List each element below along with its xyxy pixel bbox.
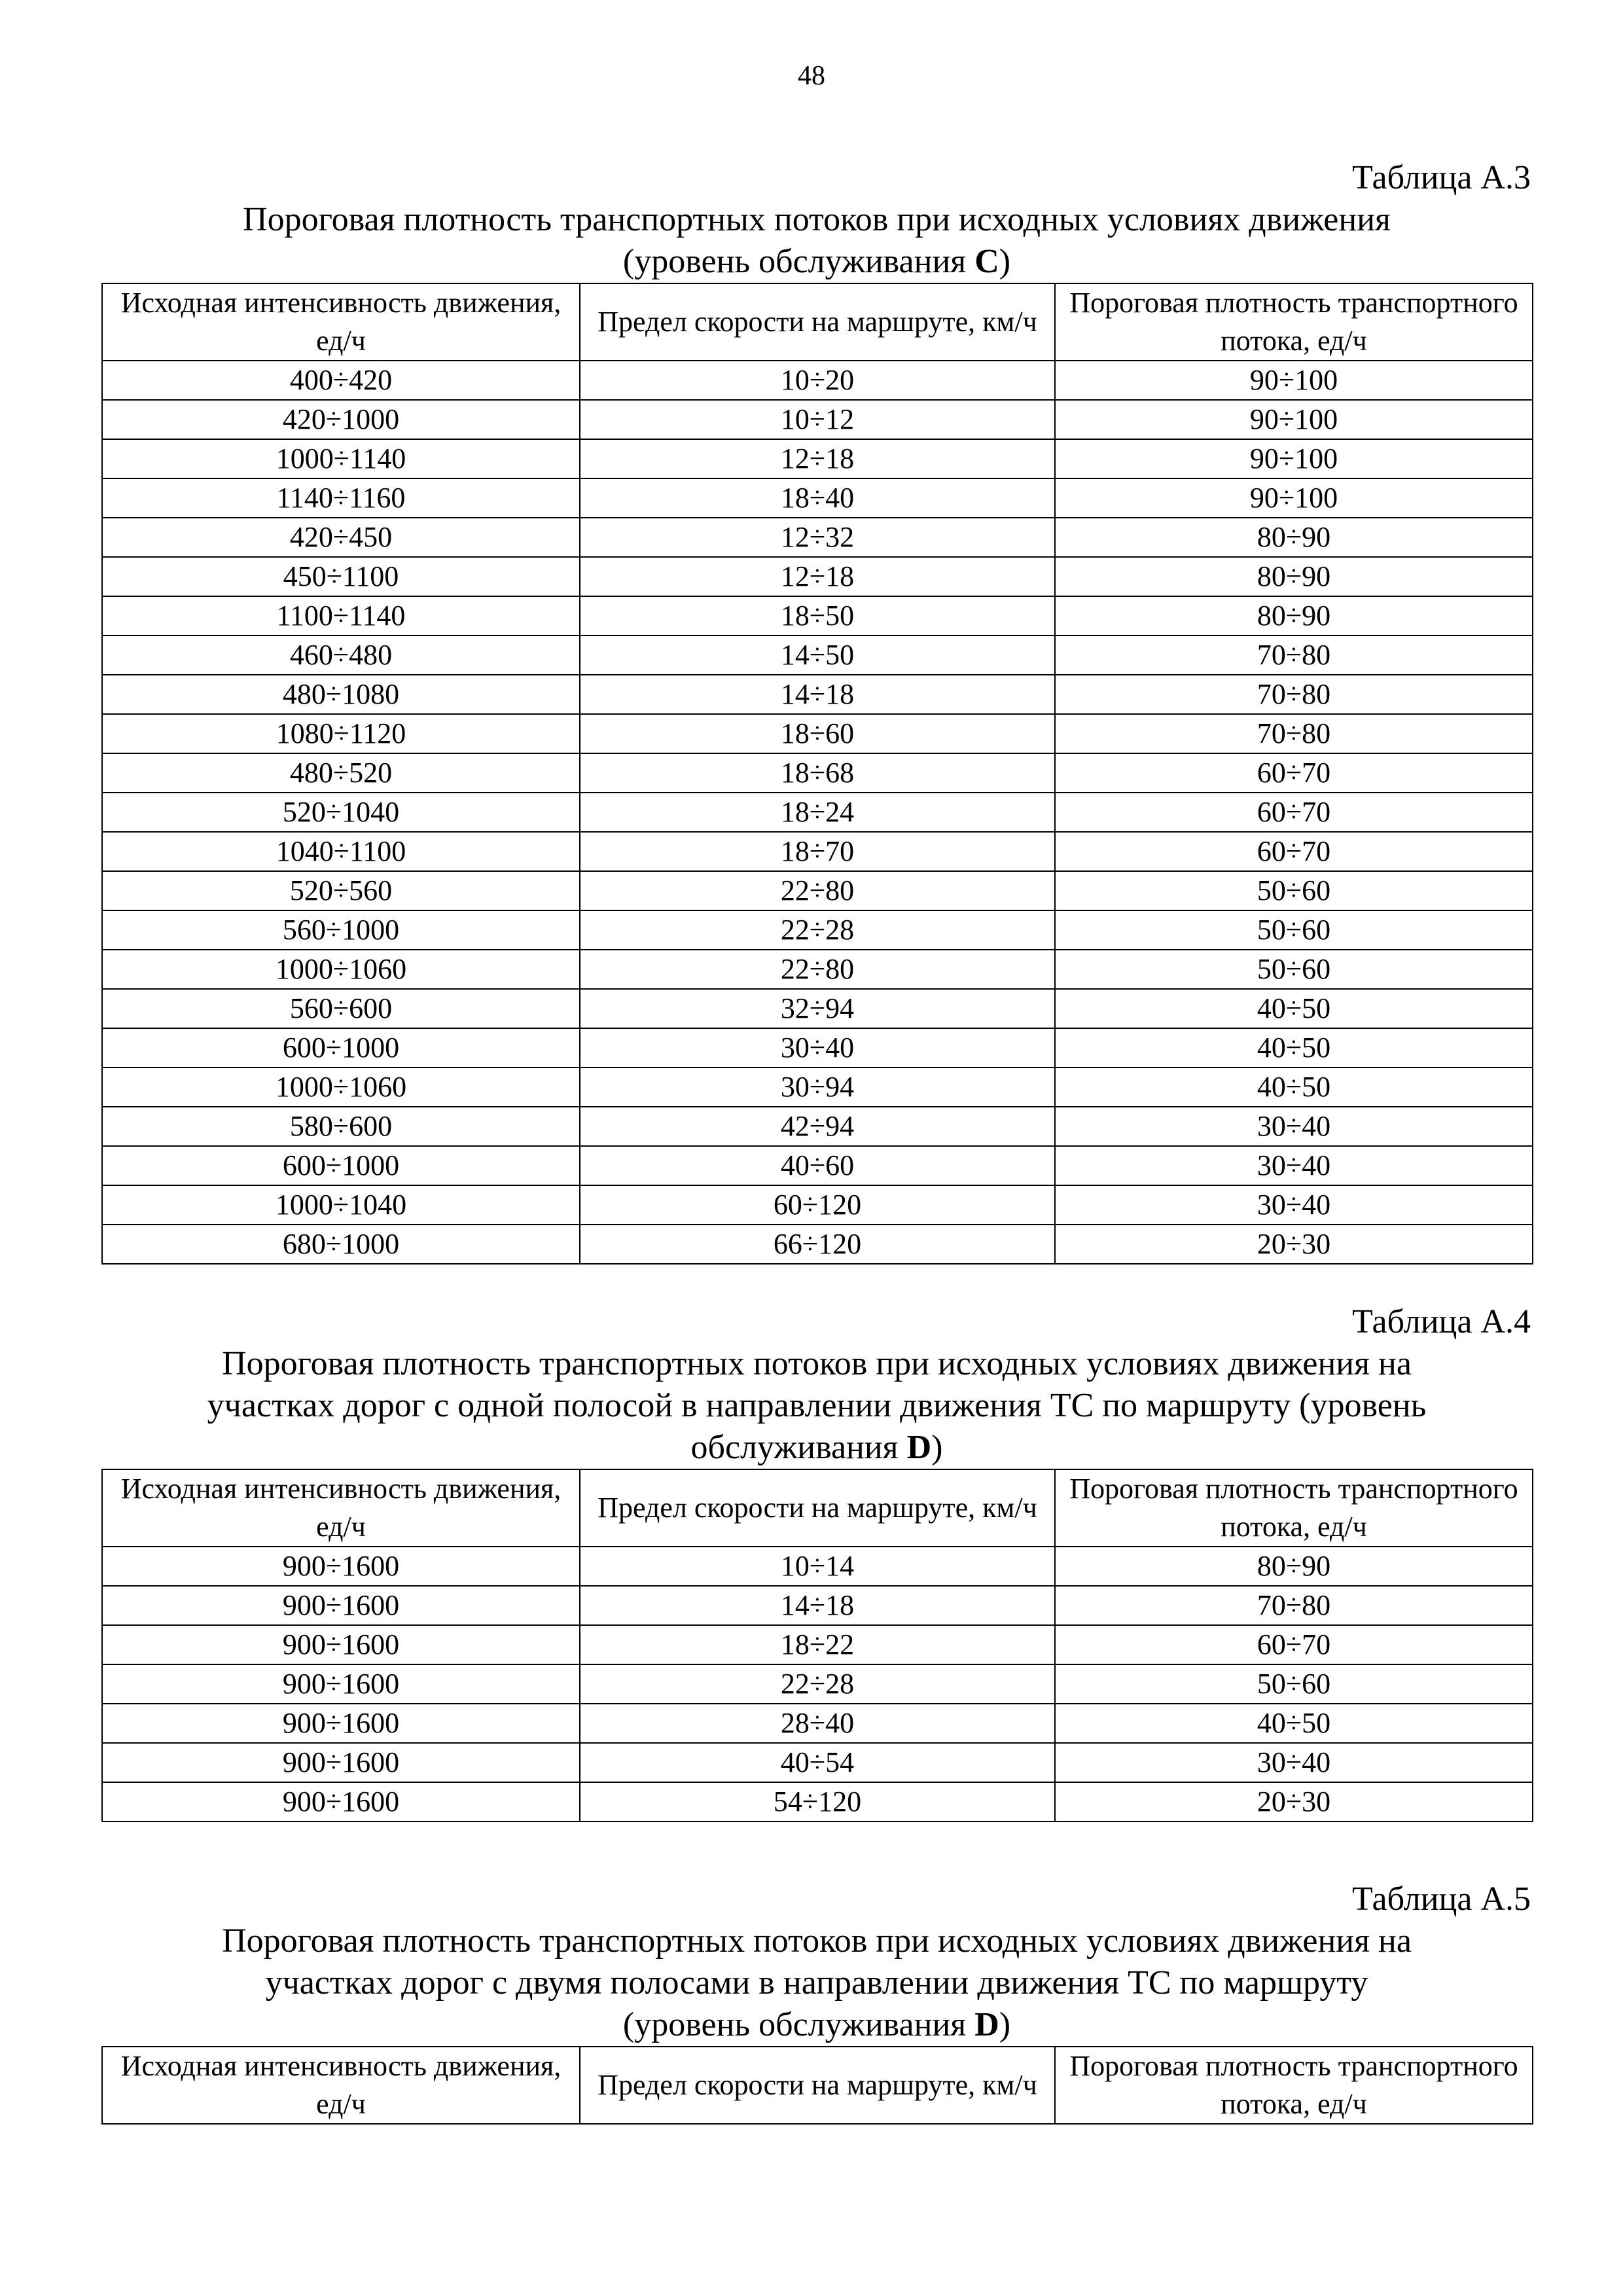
table-cell: 90÷100	[1055, 478, 1533, 518]
table-cell: 70÷80	[1055, 675, 1533, 714]
table-cell: 18÷50	[580, 596, 1055, 636]
column-header: Исходная интенсивность движения, ед/ч	[102, 1469, 580, 1547]
table-cell: 42÷94	[580, 1107, 1055, 1146]
table-cell: 400÷420	[102, 361, 580, 400]
table-header-row	[102, 2047, 1533, 2124]
page-number: 48	[798, 61, 825, 91]
table-cell: 50÷60	[1055, 950, 1533, 989]
table-a3-section	[101, 157, 1532, 1265]
table-a5-title-line: (уровень обслуживания D)	[622, 2006, 1011, 2043]
table-row	[102, 596, 1533, 636]
table-cell: 20÷30	[1055, 1225, 1533, 1264]
table-cell: 600÷1000	[102, 1028, 580, 1067]
table-row	[102, 714, 1533, 753]
table-cell: 900÷1600	[102, 1664, 580, 1704]
table-cell: 30÷40	[1055, 1146, 1533, 1185]
table-a5-title-line: участках дорог с двумя полосами в направлении движения ТС по маршруту	[265, 1964, 1368, 2001]
table-cell: 900÷1600	[102, 1704, 580, 1743]
table-row	[102, 871, 1533, 910]
table-cell: 22÷28	[580, 1664, 1055, 1704]
table-cell: 18÷40	[580, 478, 1055, 518]
table-cell: 14÷50	[580, 636, 1055, 675]
table-cell: 22÷80	[580, 950, 1055, 989]
table-cell: 900÷1600	[102, 1586, 580, 1625]
table-row	[102, 1664, 1533, 1704]
table-cell: 28÷40	[580, 1704, 1055, 1743]
table-cell: 14÷18	[580, 675, 1055, 714]
table-a4-title-line: Пороговая плотность транспортных потоков при исходных условиях движения на	[222, 1345, 1412, 1382]
table-cell: 60÷70	[1055, 832, 1533, 871]
table-a4-title-line: участках дорог с одной полосой в направлении движения ТС по маршруту (уровень	[207, 1387, 1427, 1424]
table-cell: 18÷22	[580, 1625, 1055, 1664]
table-a5-title-line: Пороговая плотность транспортных потоков при исходных условиях движения на	[222, 1922, 1412, 1960]
table-row	[102, 636, 1533, 675]
table-a3-title-line: (уровень обслуживания C)	[622, 243, 1011, 280]
column-header: Пороговая плотность транспортного потока, ед/ч	[1055, 283, 1533, 361]
table-cell: 30÷40	[1055, 1743, 1533, 1782]
table-cell: 900÷1600	[102, 1625, 580, 1664]
table-a5-label: Таблица А.5	[1352, 1880, 1531, 1918]
table-cell: 30÷40	[1055, 1185, 1533, 1225]
table-row	[102, 832, 1533, 871]
table-a4-section	[101, 1301, 1532, 1822]
table-cell: 1000÷1140	[102, 439, 580, 478]
table-a4-title-line: обслуживания D)	[690, 1429, 943, 1466]
table-row	[102, 1028, 1533, 1067]
table-cell: 1040÷1100	[102, 832, 580, 871]
column-header: Пороговая плотность транспортного потока, ед/ч	[1055, 2047, 1533, 2124]
table-cell: 10÷12	[580, 400, 1055, 439]
table-a3-title-line: Пороговая плотность транспортных потоков при исходных условиях движения	[243, 201, 1391, 238]
table-cell: 80÷90	[1055, 1547, 1533, 1586]
column-header: Предел скорости на маршруте, км/ч	[580, 283, 1055, 361]
table-row	[102, 518, 1533, 557]
table-a3	[101, 283, 1533, 1265]
table-cell: 70÷80	[1055, 714, 1533, 753]
table-row	[102, 1067, 1533, 1107]
table-a5-section	[101, 1878, 1532, 2125]
column-header: Пороговая плотность транспортного потока, ед/ч	[1055, 1469, 1533, 1547]
table-cell: 18÷70	[580, 832, 1055, 871]
table-cell: 460÷480	[102, 636, 580, 675]
table-cell: 520÷560	[102, 871, 580, 910]
table-cell: 900÷1600	[102, 1782, 580, 1821]
table-cell: 14÷18	[580, 1586, 1055, 1625]
table-row	[102, 753, 1533, 793]
table-cell: 30÷40	[580, 1028, 1055, 1067]
table-cell: 18÷24	[580, 793, 1055, 832]
table-cell: 66÷120	[580, 1225, 1055, 1264]
column-header: Исходная интенсивность движения, ед/ч	[102, 283, 580, 361]
table-cell: 10÷20	[580, 361, 1055, 400]
table-cell: 30÷94	[580, 1067, 1055, 1107]
table-cell: 50÷60	[1055, 910, 1533, 950]
table-row	[102, 1743, 1533, 1782]
table-row	[102, 400, 1533, 439]
table-cell: 80÷90	[1055, 596, 1533, 636]
table-cell: 480÷1080	[102, 675, 580, 714]
column-header: Предел скорости на маршруте, км/ч	[580, 2047, 1055, 2124]
table-row	[102, 1225, 1533, 1264]
table-row	[102, 793, 1533, 832]
table-cell: 30÷40	[1055, 1107, 1533, 1146]
table-cell: 50÷60	[1055, 871, 1533, 910]
table-row	[102, 1586, 1533, 1625]
table-cell: 420÷450	[102, 518, 580, 557]
table-cell: 10÷14	[580, 1547, 1055, 1586]
table-row	[102, 1547, 1533, 1586]
table-cell: 520÷1040	[102, 793, 580, 832]
table-cell: 60÷70	[1055, 793, 1533, 832]
table-cell: 22÷28	[580, 910, 1055, 950]
table-cell: 40÷50	[1055, 1704, 1533, 1743]
table-cell: 560÷1000	[102, 910, 580, 950]
table-a4-service-level: D	[906, 1429, 932, 1466]
table-cell: 40÷50	[1055, 1067, 1533, 1107]
table-cell: 90÷100	[1055, 400, 1533, 439]
table-cell: 54÷120	[580, 1782, 1055, 1821]
table-cell: 20÷30	[1055, 1782, 1533, 1821]
table-row	[102, 910, 1533, 950]
table-a4-label: Таблица А.4	[1352, 1303, 1531, 1340]
table-cell: 12÷18	[580, 439, 1055, 478]
table-cell: 12÷32	[580, 518, 1055, 557]
table-cell: 1000÷1040	[102, 1185, 580, 1225]
table-row	[102, 361, 1533, 400]
table-cell: 70÷80	[1055, 636, 1533, 675]
table-row	[102, 478, 1533, 518]
table-row	[102, 557, 1533, 596]
table-row	[102, 1107, 1533, 1146]
table-cell: 12÷18	[580, 557, 1055, 596]
table-cell: 18÷60	[580, 714, 1055, 753]
table-cell: 50÷60	[1055, 1664, 1533, 1704]
table-a5-service-level: D	[974, 2006, 999, 2043]
table-cell: 450÷1100	[102, 557, 580, 596]
table-row	[102, 989, 1533, 1028]
table-cell: 22÷80	[580, 871, 1055, 910]
table-row	[102, 1185, 1533, 1225]
table-cell: 70÷80	[1055, 1586, 1533, 1625]
table-cell: 420÷1000	[102, 400, 580, 439]
table-cell: 60÷120	[580, 1185, 1055, 1225]
table-cell: 1100÷1140	[102, 596, 580, 636]
table-cell: 18÷68	[580, 753, 1055, 793]
table-header-row	[102, 1469, 1533, 1547]
table-cell: 1140÷1160	[102, 478, 580, 518]
table-cell: 40÷54	[580, 1743, 1055, 1782]
table-cell: 580÷600	[102, 1107, 580, 1146]
table-a4	[101, 1469, 1533, 1822]
table-row	[102, 1704, 1533, 1743]
table-row	[102, 1625, 1533, 1664]
table-row	[102, 1146, 1533, 1185]
table-cell: 32÷94	[580, 989, 1055, 1028]
table-cell: 60÷70	[1055, 1625, 1533, 1664]
table-cell: 900÷1600	[102, 1547, 580, 1586]
table-row	[102, 675, 1533, 714]
table-a3-service-level: C	[974, 243, 999, 280]
table-cell: 80÷90	[1055, 518, 1533, 557]
table-cell: 60÷70	[1055, 753, 1533, 793]
table-a5	[101, 2046, 1533, 2125]
table-cell: 90÷100	[1055, 439, 1533, 478]
table-a3-label: Таблица А.3	[1352, 159, 1531, 196]
table-cell: 80÷90	[1055, 557, 1533, 596]
table-cell: 1000÷1060	[102, 1067, 580, 1107]
table-header-row	[102, 283, 1533, 361]
table-row	[102, 1782, 1533, 1821]
table-cell: 560÷600	[102, 989, 580, 1028]
table-row	[102, 439, 1533, 478]
table-cell: 600÷1000	[102, 1146, 580, 1185]
table-cell: 900÷1600	[102, 1743, 580, 1782]
table-cell: 40÷60	[580, 1146, 1055, 1185]
table-row	[102, 950, 1533, 989]
table-cell: 90÷100	[1055, 361, 1533, 400]
table-cell: 480÷520	[102, 753, 580, 793]
table-cell: 40÷50	[1055, 989, 1533, 1028]
table-cell: 40÷50	[1055, 1028, 1533, 1067]
table-cell: 680÷1000	[102, 1225, 580, 1264]
column-header: Исходная интенсивность движения, ед/ч	[102, 2047, 580, 2124]
table-cell: 1080÷1120	[102, 714, 580, 753]
table-cell: 1000÷1060	[102, 950, 580, 989]
column-header: Предел скорости на маршруте, км/ч	[580, 1469, 1055, 1547]
